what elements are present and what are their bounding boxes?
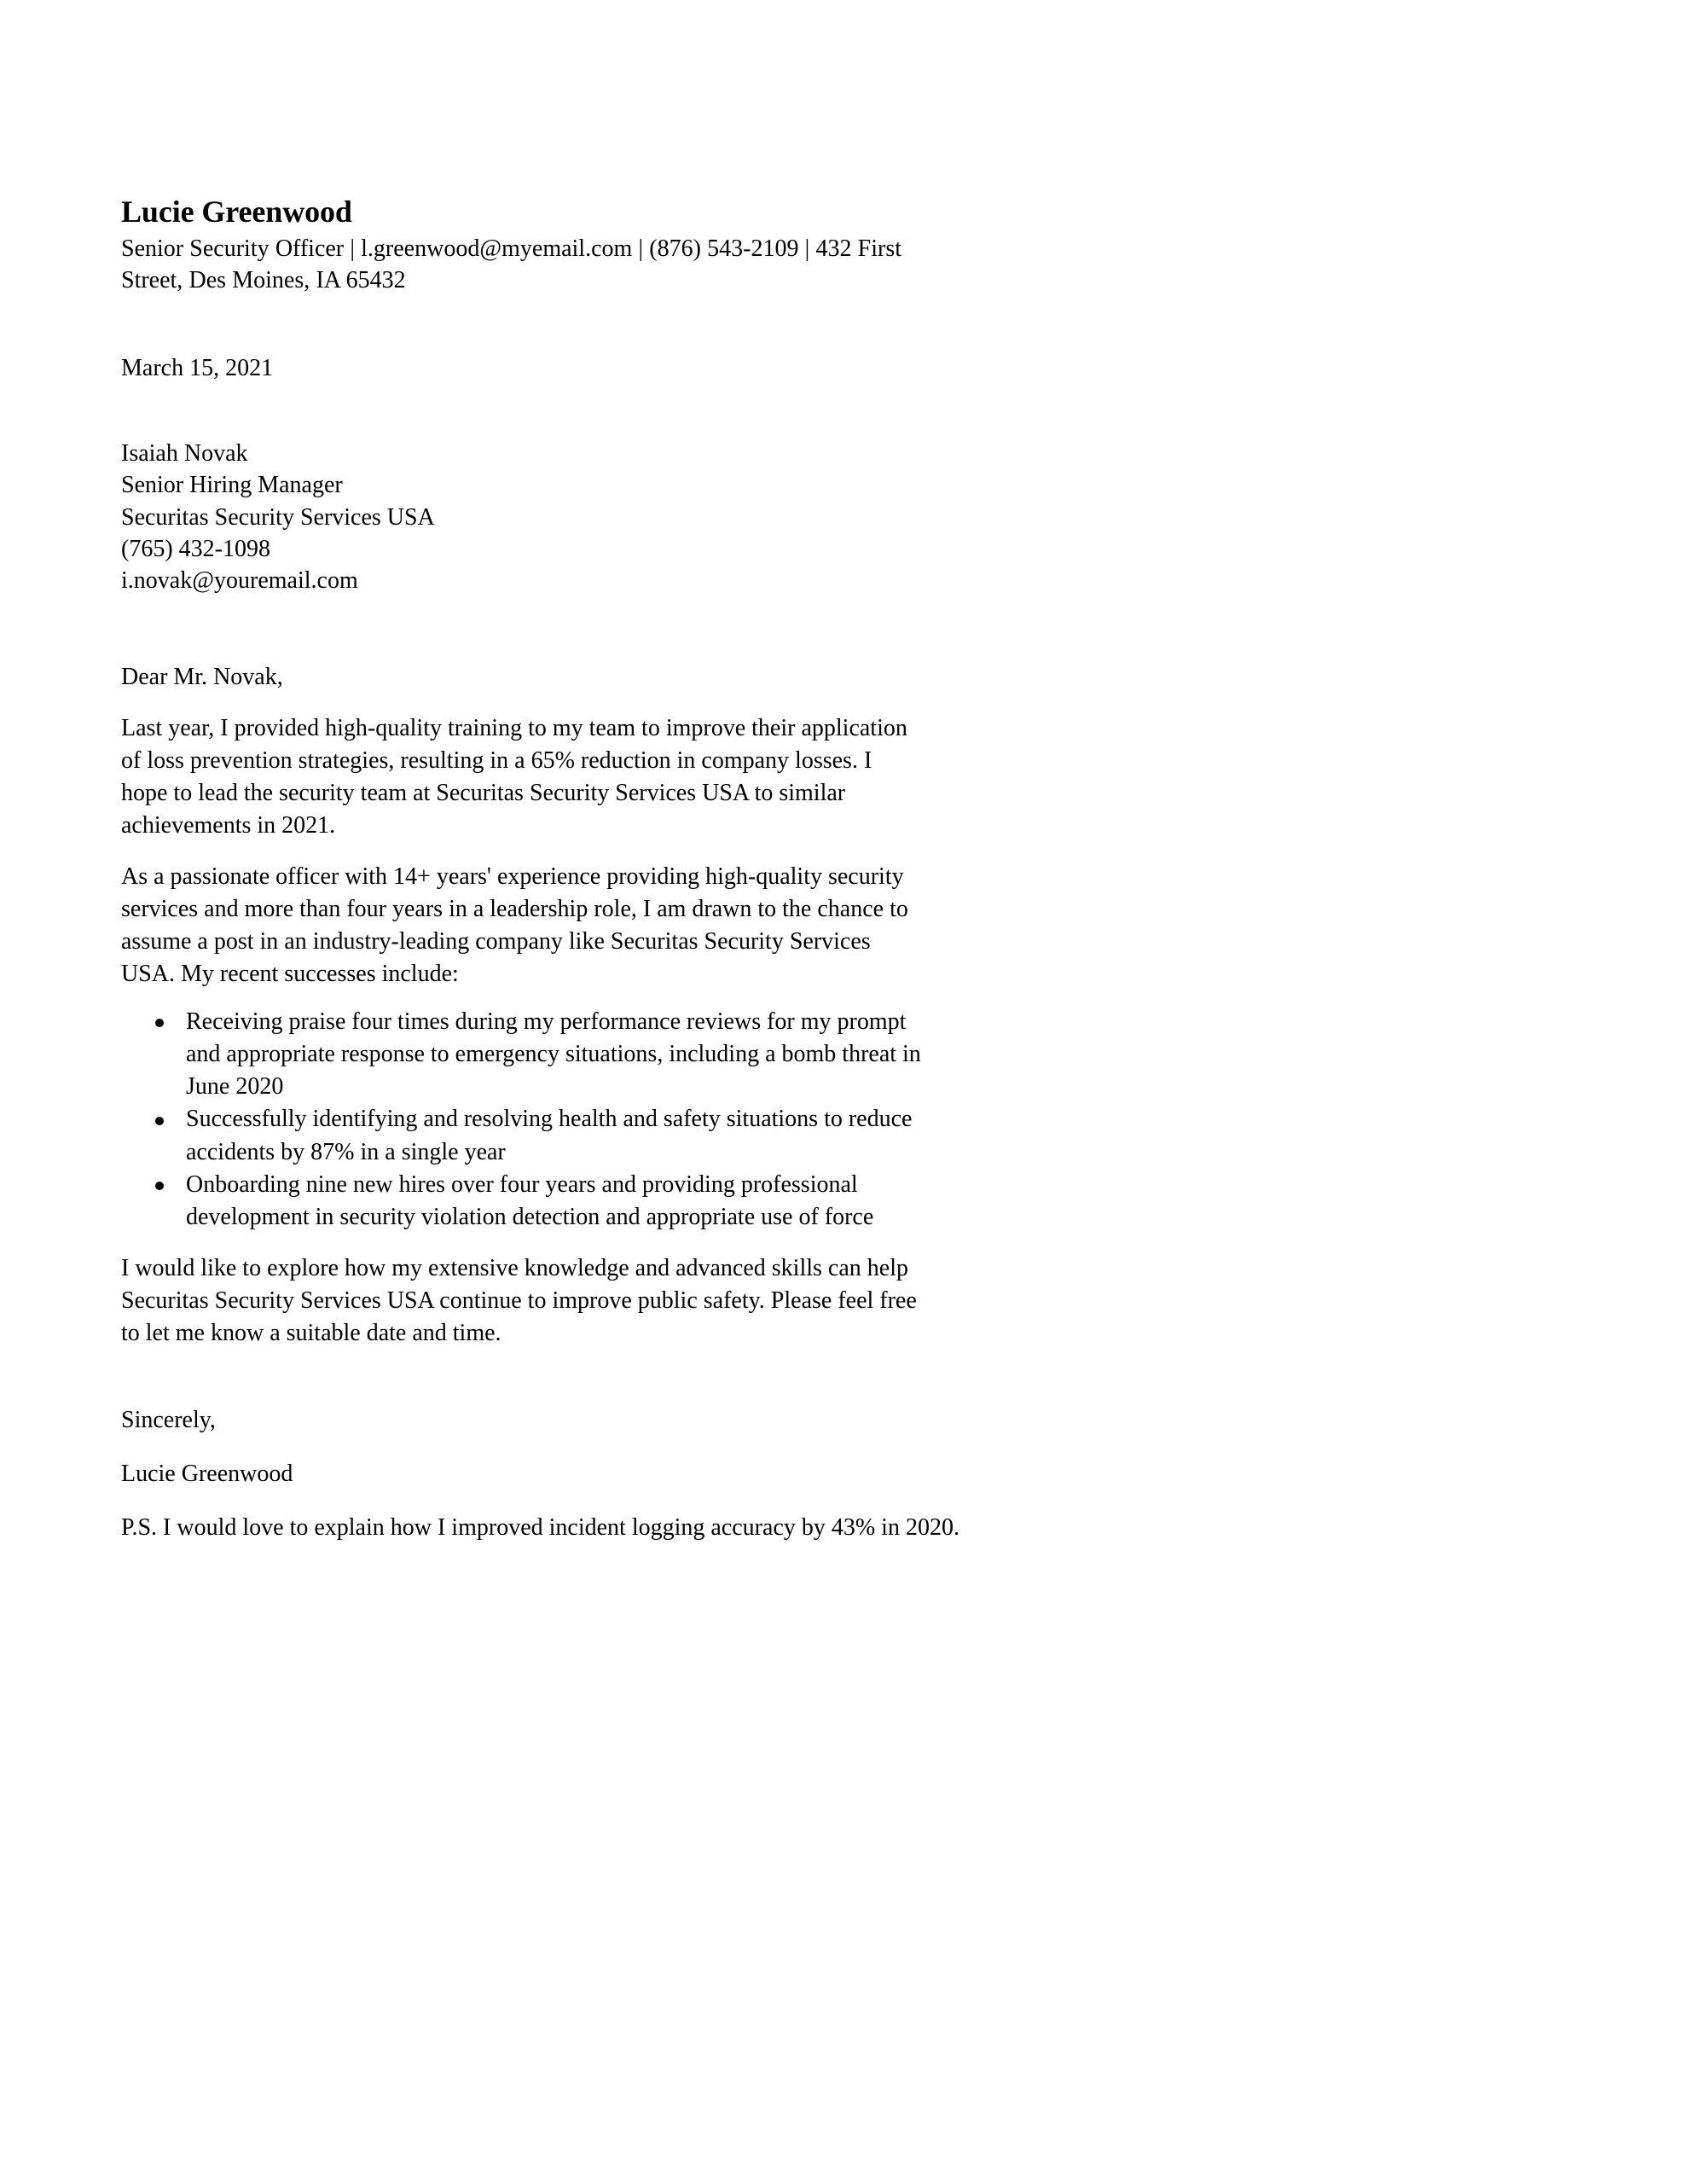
recipient-phone: (765) 432-1098 [121, 535, 270, 562]
recipient-company: Securitas Security Services USA [121, 503, 435, 531]
sender-contact-line: Senior Security Officer | l.greenwood@myemail.com | (876) 543-2109 | 432 First Street, Des Moines, IA 65432 [121, 235, 902, 294]
list-item [121, 1169, 923, 1234]
list-item-text: Receiving praise four times during my performance reviews for my prompt and appropriate response to emergency situations, including a bomb threat in June 2020 [186, 1008, 921, 1101]
letter-date: March 15, 2021 [121, 355, 274, 382]
list-item [121, 1103, 923, 1168]
recipient-block [121, 438, 923, 596]
body-paragraph-3: I would like to explore how my extensive knowledge and advanced skills can help Securitas Security Services USA continue to improve public safety. Please feel free to let me know a suitable date and time. [121, 1254, 917, 1346]
closing-block [121, 1404, 959, 1544]
bullet-icon [155, 1182, 164, 1190]
achievements-list [121, 1006, 923, 1234]
bullet-icon [155, 1019, 164, 1027]
sign-off: Sincerely, [121, 1406, 216, 1433]
sender-name: Lucie Greenwood [121, 195, 352, 229]
letterhead [121, 195, 923, 297]
recipient-email: i.novak@youremail.com [121, 567, 358, 595]
list-item [121, 1006, 923, 1103]
recipient-name: Isaiah Novak [121, 440, 248, 468]
body-paragraph-1: Last year, I provided high-quality training to my team to improve their application of loss prevention strategies, resulting in a 65% reduction in company losses. I hope to lead the security team at Securitas Security Services USA to similar achievements in 2021. [121, 714, 907, 839]
bullet-icon [155, 1117, 164, 1125]
postscript: P.S. I would love to explain how I improved incident logging accuracy by 43% in 2020. [121, 1514, 959, 1542]
cover-letter-body [121, 195, 959, 1544]
signature-name: Lucie Greenwood [121, 1461, 293, 1488]
list-item-text: Successfully identifying and resolving health and safety situations to reduce accidents by 87% in a single year [186, 1106, 913, 1165]
salutation: Dear Mr. Novak, [121, 664, 283, 691]
body-paragraph-2: As a passionate officer with 14+ years' experience providing high-quality security services and more than four years in a leadership role, I am drawn to the chance to assume a post in an industry-leading company like Securitas Security Services USA. My recent successes include: [121, 863, 908, 988]
recipient-title: Senior Hiring Manager [121, 472, 343, 499]
list-item-text: Onboarding nine new hires over four years and providing professional development in security violation detection and appropriate use of force [186, 1170, 874, 1230]
